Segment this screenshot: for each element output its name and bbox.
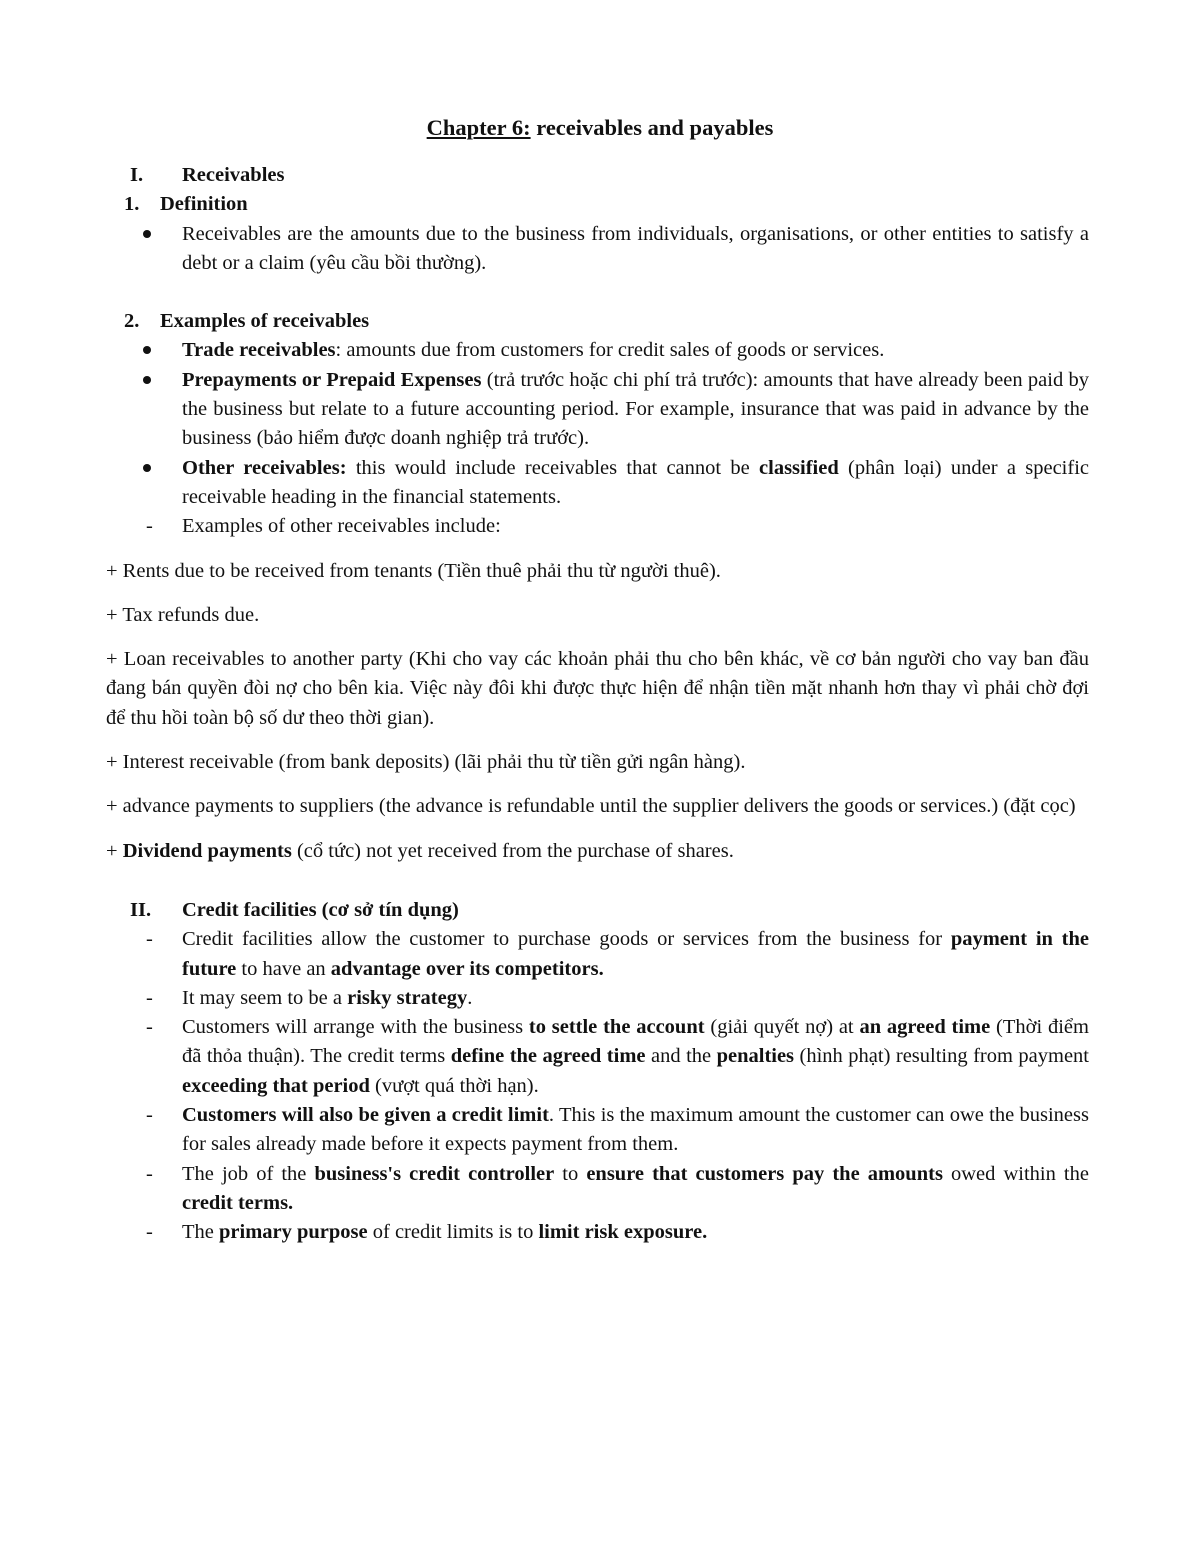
dash-marker: - [146,1104,153,1127]
item-text: owed within the [942,1162,1089,1185]
paragraph [106,837,1089,866]
item-text: (vượt quá thời hạn). [369,1074,539,1097]
subheading-label: Examples of receivables [160,310,370,333]
section-heading-credit [112,896,1089,925]
dash-marker: - [146,1221,153,1244]
item-text: (phân loại) under a specific receivable heading in the financial statements. [182,456,1089,508]
item-text: Credit facilities allow the customer to purchase goods or services from the business for [182,928,951,951]
document-body [106,161,1090,1248]
dash-marker: - [146,515,153,538]
paragraph: + Loan receivables to another party (Khi cho vay các khoản phải thu cho bên khác, về cơ bản người cho vay ban đầu đang bán quyền đòi nợ cho bên kia. Việc này đôi khi được thực hiện để nhận tiền mặt nhanh hơn thay vì phải chờ đợi để thu hồi toàn bộ số dư theo thời gian). [106,648,1089,729]
term-bold: risky strategy [347,986,468,1009]
subheading-number: 1. [124,193,140,216]
item-text: : amounts due from customers for credit sales of goods or services. [335,339,885,362]
item-text: (trả trước hoặc chi phí trả trước): amounts that have already been paid by the business but relate to a future accounting period. For example, insurance that was paid in advance by the business (bảo hiểm được doanh nghiệp trả trước). [182,368,1090,450]
item-text: (Thời điểm đã thỏa thuận). The credit terms [182,1016,1089,1068]
term-bold: Trade receivables [182,339,336,362]
item-text: . [467,986,473,1009]
item-text: this would include receivables that cannot be [346,456,760,479]
page-title [0,113,1200,143]
section-number: II. [130,898,152,921]
paragraph: + Interest receivable (from bank deposits) (lãi phải thu từ tiền gửi ngân hàng). [106,751,746,774]
item-text: . This is the maximum amount the customer can owe the business for sales already made before it expects payment from them. [182,1104,1089,1156]
dash-marker: - [146,1162,153,1185]
item-text: It may seem to be a [182,986,348,1009]
bullet-icon [143,376,151,384]
list-item [112,1013,1089,1101]
subheading-definition [112,190,1089,219]
paragraph-text: (cổ tức) not yet received from the purchase of shares. [291,839,734,862]
term-bold: Prepayments or Prepaid Expenses [182,368,482,391]
item-text: to have an [236,957,331,980]
term-bold: define the agreed time [450,1045,646,1068]
bullet-icon [143,464,151,472]
section-number: I. [130,164,144,186]
item-text: and the [645,1045,717,1068]
list-item [112,1101,1089,1160]
term-bold: limit risk exposure. [538,1221,708,1244]
item-text: The [182,1221,219,1244]
term-bold: an agreed time [859,1016,991,1039]
item-text: Customers will arrange with the business [182,1016,529,1039]
paragraph: + Tax refunds due. [106,603,260,626]
list-item [112,336,1089,365]
term-bold: to settle the account [528,1016,705,1039]
term-bold: ensure that customers pay the amounts [586,1162,943,1185]
item-text: (giải quyết nợ) at [704,1016,860,1039]
paragraph-text: + [106,839,123,862]
title-chapter: Chapter 6: [426,115,531,140]
section-label: Receivables [182,164,285,186]
list-item [112,1218,1089,1247]
term-bold: advantage over its competitors. [330,957,604,980]
section-label: Credit facilities (cơ sở tín dụng) [182,898,459,921]
term-bold: primary purpose [219,1221,368,1244]
list-item [112,512,1089,541]
section-heading-receivables [112,161,1089,190]
list-item [112,984,1089,1013]
list-item [112,366,1089,454]
term-bold: penalties [716,1045,795,1068]
bullet-icon [143,346,151,354]
item-text: (hình phạt) resulting from payment [794,1045,1089,1068]
list-item [112,925,1089,984]
list-item [112,1160,1089,1219]
item-text: to [554,1162,587,1185]
term-bold: credit terms. [182,1191,294,1214]
term-bold: exceeding that period [182,1074,370,1097]
term-bold: Dividend payments [122,839,292,862]
item-text: The job of the [182,1162,315,1185]
dash-marker: - [146,1016,153,1039]
list-item [112,220,1089,279]
paragraph: + advance payments to suppliers (the advance is refundable until the supplier delivers the goods or services.) (đặt cọc) [106,795,1076,818]
term-bold: business's credit controller [314,1162,555,1185]
paragraph: + Rents due to be received from tenants (Tiền thuê phải thu từ người thuê). [106,559,721,582]
dash-marker: - [146,928,153,951]
list-item [112,454,1089,513]
term-bold: payment in the future [182,928,1090,980]
item-text: Examples of other receivables include: [182,515,501,538]
subheading-number: 2. [124,310,140,333]
bullet-icon [143,230,151,238]
item-text: of credit limits is to [367,1221,539,1244]
term-bold: classified [759,456,839,479]
subheading-label: Definition [160,193,248,216]
dash-marker: - [146,986,153,1009]
term-bold: Other receivables: [182,456,347,479]
title-rest: receivables and payables [530,115,774,140]
item-text: Receivables are the amounts due to the business from individuals, organisations, or other entities to satisfy a debt or a claim (yêu cầu bồi thường). [182,222,1089,274]
term-bold: Customers will also be given a credit limit [182,1104,549,1127]
subheading-examples [112,307,1089,336]
